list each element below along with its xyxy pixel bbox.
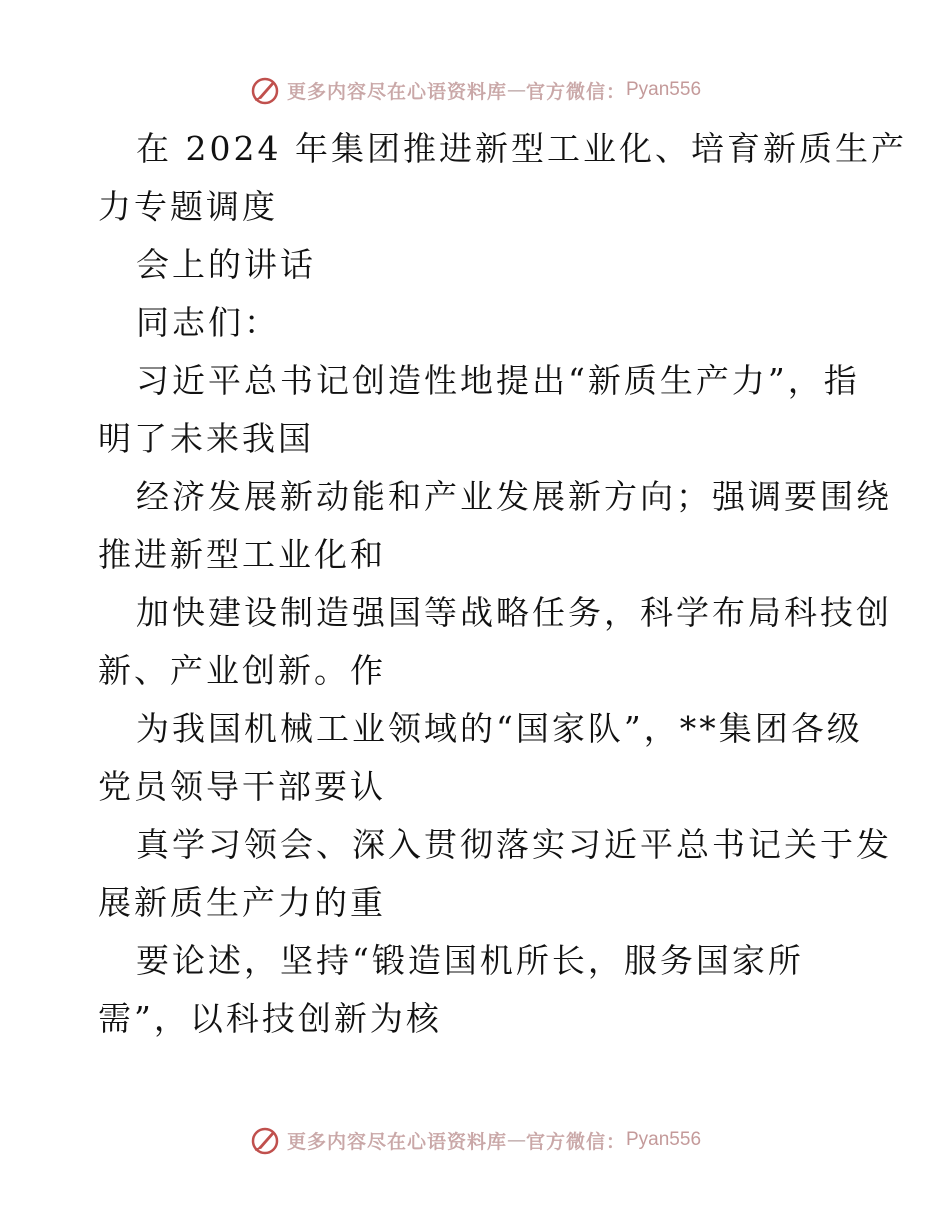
text-line: 经济发展新动能和产业发展新方向；强调要围绕 bbox=[136, 477, 892, 516]
watermark-wechat-label: 官方微信： bbox=[525, 80, 626, 103]
text-line: 真学习领会、深入贯彻落实习近平总书记关于发 bbox=[136, 825, 892, 864]
watermark-separator: — bbox=[506, 79, 526, 101]
text-line: 推进新型工业化和 bbox=[98, 535, 386, 574]
text-line: 明了未来我国 bbox=[98, 419, 314, 458]
footer-watermark bbox=[0, 1120, 950, 1160]
text-line: 为我国机械工业领域的“国家队”，**集团各级 bbox=[136, 709, 863, 748]
quill-logo-icon bbox=[249, 1124, 281, 1156]
text-line: 力专题调度 bbox=[98, 187, 278, 226]
text-line: 党员领导干部要认 bbox=[98, 767, 386, 806]
text-line: 同志们： bbox=[136, 303, 280, 342]
text-line: 需”，以科技创新为核 bbox=[98, 999, 442, 1038]
watermark-wechat-id: Pyan556 bbox=[626, 1129, 702, 1150]
watermark-brand-text: 更多内容尽在心语资料库 bbox=[286, 1130, 507, 1153]
document-body bbox=[98, 120, 907, 1048]
text-line: 要论述，坚持“锻造国机所长，服务国家所 bbox=[136, 941, 804, 980]
text-line: 展新质生产力的重 bbox=[98, 883, 386, 922]
quill-logo-icon bbox=[249, 74, 281, 106]
text-line: 习近平总书记创造性地提出“新质生产力”，指 bbox=[136, 361, 860, 400]
text-line: 新、产业创新。作 bbox=[98, 651, 386, 690]
text-line: 加快建设制造强国等战略任务，科学布局科技创 bbox=[136, 593, 892, 632]
watermark-separator: — bbox=[506, 1129, 526, 1151]
header-watermark bbox=[0, 70, 950, 110]
watermark-brand-text: 更多内容尽在心语资料库 bbox=[286, 80, 507, 103]
watermark-wechat-label: 官方微信： bbox=[525, 1130, 626, 1153]
text-line: 会上的讲话 bbox=[136, 245, 316, 284]
text-line: 在 2024 年集团推进新型工业化、培育新质生产 bbox=[136, 129, 907, 168]
watermark-wechat-id: Pyan556 bbox=[626, 79, 702, 100]
